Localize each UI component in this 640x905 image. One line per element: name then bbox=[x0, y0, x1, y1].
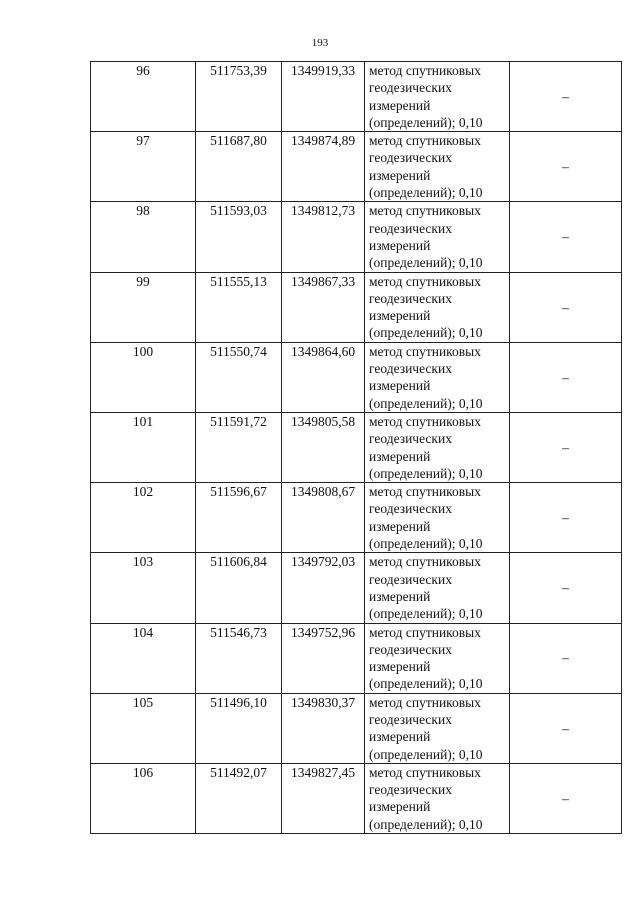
method-description-cell bbox=[365, 202, 510, 272]
table-row bbox=[91, 623, 622, 693]
method-description-line: (определений); 0,10 bbox=[369, 676, 483, 692]
coord-x-cell: 511753,39 bbox=[196, 62, 282, 132]
point-number-cell: 100 bbox=[91, 342, 196, 412]
method-description-line: измерений bbox=[369, 308, 431, 324]
method-description-line: геодезических bbox=[369, 220, 452, 236]
method-description-line: (определений); 0,10 bbox=[369, 325, 483, 341]
point-number-cell: 96 bbox=[91, 62, 196, 132]
coord-y-cell: 1349805,58 bbox=[282, 412, 365, 482]
method-description-line: геодезических bbox=[369, 711, 452, 727]
coord-x-cell: 511555,13 bbox=[196, 272, 282, 342]
method-description-cell bbox=[365, 342, 510, 412]
point-number-cell: 101 bbox=[91, 412, 196, 482]
note-cell: – bbox=[510, 412, 622, 482]
table-row bbox=[91, 62, 622, 132]
note-cell: – bbox=[510, 763, 622, 833]
note-cell: – bbox=[510, 272, 622, 342]
method-description-line: метод спутниковых bbox=[369, 343, 481, 359]
method-description-line: геодезических bbox=[369, 361, 452, 377]
table-row bbox=[91, 202, 622, 272]
method-description-line: (определений); 0,10 bbox=[369, 465, 483, 481]
method-description-cell bbox=[365, 132, 510, 202]
note-cell: – bbox=[510, 62, 622, 132]
note-cell: – bbox=[510, 342, 622, 412]
coord-y-cell: 1349812,73 bbox=[282, 202, 365, 272]
table-row bbox=[91, 342, 622, 412]
coord-y-cell: 1349867,33 bbox=[282, 272, 365, 342]
method-description-line: метод спутниковых bbox=[369, 413, 481, 429]
method-description-line: метод спутниковых bbox=[369, 273, 481, 289]
table-row bbox=[91, 553, 622, 623]
coord-x-cell: 511687,80 bbox=[196, 132, 282, 202]
table-row bbox=[91, 412, 622, 482]
method-description-line: (определений); 0,10 bbox=[369, 255, 483, 271]
method-description-cell bbox=[365, 483, 510, 553]
coord-y-cell: 1349919,33 bbox=[282, 62, 365, 132]
method-description-line: геодезических bbox=[369, 150, 452, 166]
coord-x-cell: 511496,10 bbox=[196, 693, 282, 763]
method-description-line: метод спутниковых bbox=[369, 484, 481, 500]
coord-x-cell: 511606,84 bbox=[196, 553, 282, 623]
table-row bbox=[91, 132, 622, 202]
point-number-cell: 98 bbox=[91, 202, 196, 272]
coord-y-cell: 1349864,60 bbox=[282, 342, 365, 412]
method-description-line: геодезических bbox=[369, 782, 452, 798]
method-description-line: (определений); 0,10 bbox=[369, 816, 483, 832]
method-description-line: геодезических bbox=[369, 641, 452, 657]
coord-y-cell: 1349874,89 bbox=[282, 132, 365, 202]
method-description-cell bbox=[365, 623, 510, 693]
method-description-line: (определений); 0,10 bbox=[369, 746, 483, 762]
method-description-line: измерений bbox=[369, 729, 431, 745]
table-row bbox=[91, 693, 622, 763]
coord-x-cell: 511550,74 bbox=[196, 342, 282, 412]
method-description-line: измерений bbox=[369, 167, 431, 183]
point-number-cell: 106 bbox=[91, 763, 196, 833]
method-description-line: измерений bbox=[369, 97, 431, 113]
point-number-cell: 105 bbox=[91, 693, 196, 763]
method-description-line: метод спутниковых bbox=[369, 554, 481, 570]
method-description-line: геодезических bbox=[369, 290, 452, 306]
method-description-line: (определений); 0,10 bbox=[369, 395, 483, 411]
note-cell: – bbox=[510, 202, 622, 272]
method-description-cell bbox=[365, 272, 510, 342]
table-row bbox=[91, 272, 622, 342]
coordinates-table bbox=[90, 61, 622, 834]
method-description-line: метод спутниковых bbox=[369, 624, 481, 640]
point-number-cell: 104 bbox=[91, 623, 196, 693]
note-cell: – bbox=[510, 623, 622, 693]
coordinates-table-body bbox=[91, 62, 622, 834]
point-number-cell: 102 bbox=[91, 483, 196, 553]
method-description-cell bbox=[365, 412, 510, 482]
note-cell: – bbox=[510, 132, 622, 202]
method-description-line: измерений bbox=[369, 448, 431, 464]
method-description-line: (определений); 0,10 bbox=[369, 536, 483, 552]
table-row bbox=[91, 763, 622, 833]
page-number: 193 bbox=[311, 37, 329, 49]
method-description-line: метод спутниковых bbox=[369, 133, 481, 149]
table-row bbox=[91, 483, 622, 553]
method-description-line: (определений); 0,10 bbox=[369, 185, 483, 201]
method-description-line: измерений bbox=[369, 588, 431, 604]
method-description-line: геодезических bbox=[369, 501, 452, 517]
coord-y-cell: 1349830,37 bbox=[282, 693, 365, 763]
method-description-line: геодезических bbox=[369, 431, 452, 447]
method-description-line: метод спутниковых bbox=[369, 764, 481, 780]
method-description-line: геодезических bbox=[369, 80, 452, 96]
method-description-line: измерений bbox=[369, 799, 431, 815]
method-description-line: геодезических bbox=[369, 571, 452, 587]
coord-x-cell: 511596,67 bbox=[196, 483, 282, 553]
method-description-line: (определений); 0,10 bbox=[369, 606, 483, 622]
point-number-cell: 99 bbox=[91, 272, 196, 342]
method-description-line: (определений); 0,10 bbox=[369, 114, 483, 130]
coord-y-cell: 1349808,67 bbox=[282, 483, 365, 553]
method-description-cell bbox=[365, 553, 510, 623]
coord-y-cell: 1349752,96 bbox=[282, 623, 365, 693]
note-cell: – bbox=[510, 693, 622, 763]
method-description-line: метод спутниковых bbox=[369, 203, 481, 219]
method-description-line: измерений bbox=[369, 237, 431, 253]
method-description-line: измерений bbox=[369, 378, 431, 394]
method-description-line: измерений bbox=[369, 518, 431, 534]
point-number-cell: 97 bbox=[91, 132, 196, 202]
note-cell: – bbox=[510, 553, 622, 623]
note-cell: – bbox=[510, 483, 622, 553]
method-description-cell bbox=[365, 62, 510, 132]
point-number-cell: 103 bbox=[91, 553, 196, 623]
coord-x-cell: 511591,72 bbox=[196, 412, 282, 482]
coord-y-cell: 1349827,45 bbox=[282, 763, 365, 833]
method-description-line: метод спутниковых bbox=[369, 63, 481, 78]
coord-x-cell: 511546,73 bbox=[196, 623, 282, 693]
method-description-cell bbox=[365, 763, 510, 833]
method-description-line: метод спутниковых bbox=[369, 694, 481, 710]
method-description-cell bbox=[365, 693, 510, 763]
coord-x-cell: 511492,07 bbox=[196, 763, 282, 833]
coord-x-cell: 511593,03 bbox=[196, 202, 282, 272]
coord-y-cell: 1349792,03 bbox=[282, 553, 365, 623]
method-description-line: измерений bbox=[369, 659, 431, 675]
